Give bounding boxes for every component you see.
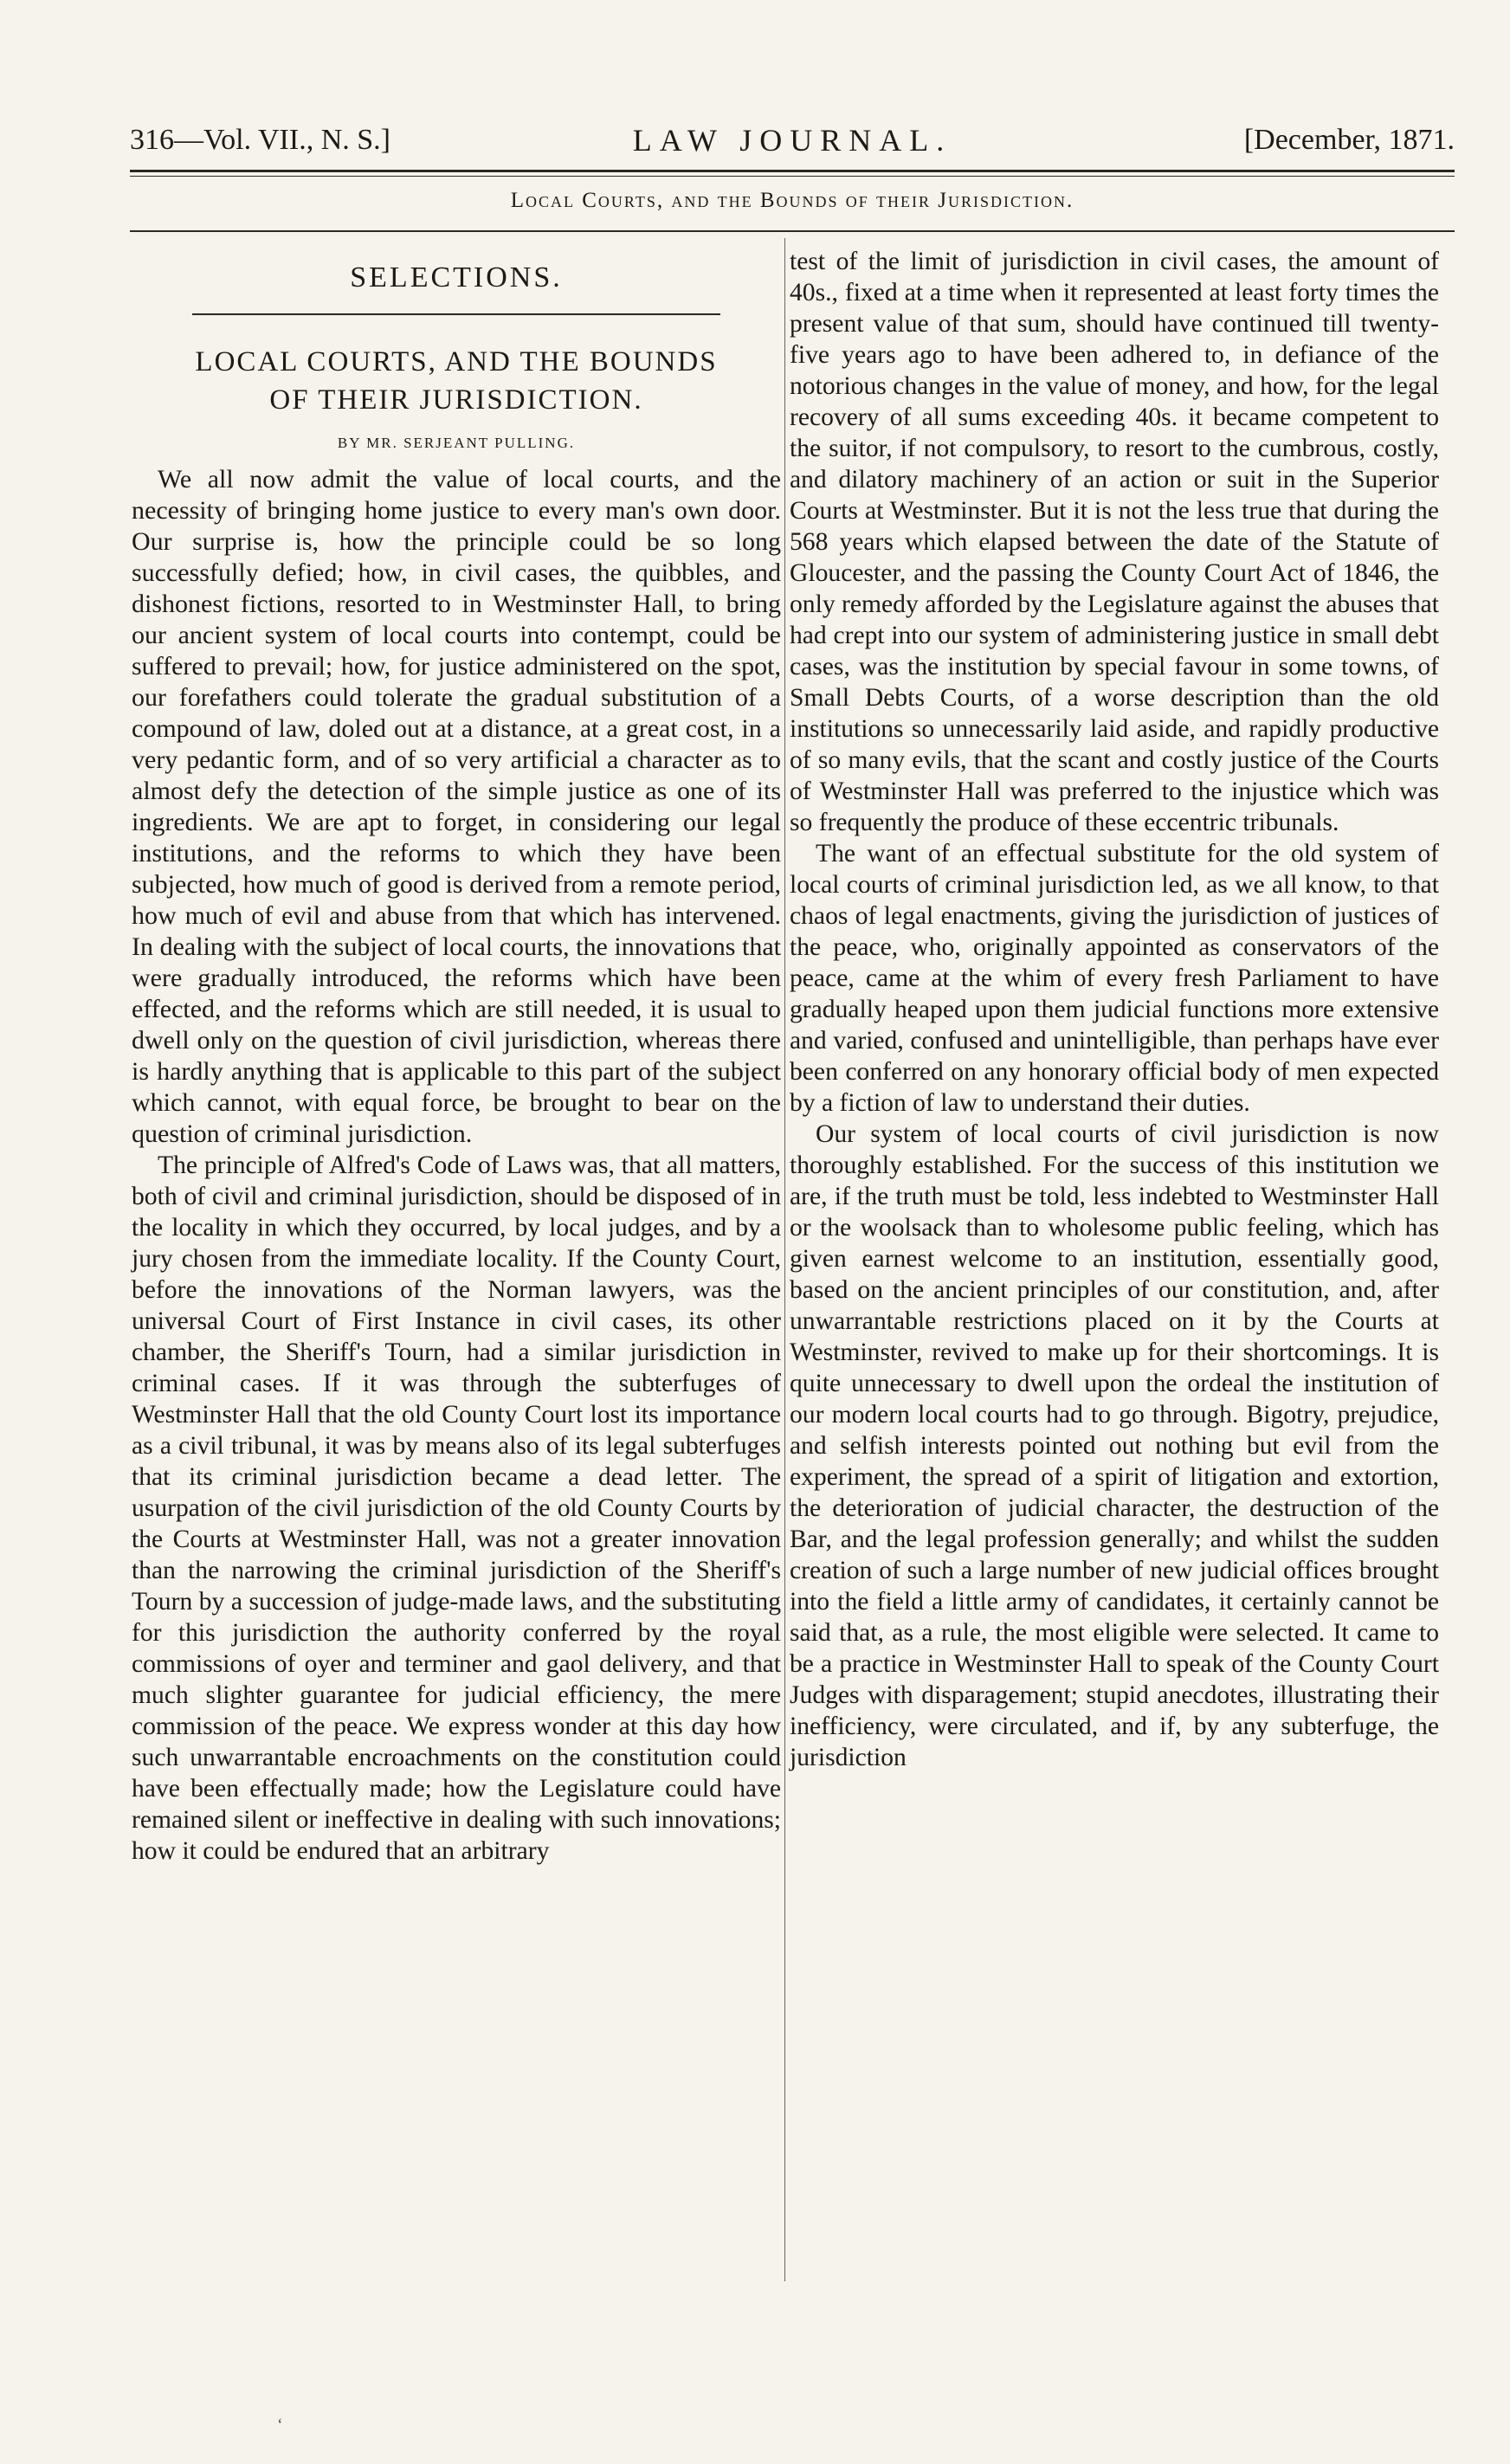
paragraph: The want of an effectual substitute for the old system of local courts of criminal jurisdiction led, as we all know, to that chaos of legal enactments, giving the jurisdiction of justices of the peace, who, originally appointed as conservators of the peace, came at the whim of every fresh Parliament to have gradually heaped upon them judicial functions more extensive and varied, confused and unintelligible, than perhaps have ever been conferred on any honorary official body of men expected by a fiction of law to understand their duties. xyxy=(790,840,1439,1117)
running-head xyxy=(130,121,1455,159)
right-column xyxy=(790,246,1439,1773)
page-number-volume: 316—Vol. VII., N. S.] xyxy=(130,124,390,156)
article-subheading: Local Courts, and the Bounds of their Jurisdiction. xyxy=(510,189,1074,212)
footer-mark: ‘ xyxy=(277,2416,283,2435)
section-rule xyxy=(192,313,720,315)
paragraph: test of the limit of jurisdiction in civil cases, the amount of 40s., fixed at a time when it represented at least forty times the present value of that sum, should have continued till twenty-five years ago to have been adhered to, in defiance of the notorious changes in the value of money, and how, for the legal recovery of all sums exceeding 40s. it became competent to the suitor, if not compulsory, to resort to the cumbrous, costly, and dilatory machinery of an action or suit in the Superior Courts at Westminster. But it is not the less true that during the 568 years which elapsed between the date of the Statute of Gloucester, and the passing the County Court Act of 1846, the only remedy afforded by the Legislature against the abuses that had crept into our system of administering justice in small debt cases, was the institution by special favour in some towns, of Small Debts Courts, of a worse description than the old institutions so unnecessarily laid aside, and rapidly productive of so many evils, that the scant and costly justice of the Courts of Westminster Hall was preferred to the injustice which was so frequently the produce of these eccentric tribunals. xyxy=(790,248,1439,836)
header-rule-thin xyxy=(130,176,1455,177)
header-rule xyxy=(130,170,1455,172)
paragraph: Our system of local courts of civil jurisdiction is now thoroughly established. For the success of this institution we are, if the truth must be told, less indebted to Westminster Hall or the woolsack than to wholesome public feeling, which has given earnest welcome to an institution, essentially good, based on the ancient principles of our constitution, and, after unwarrantable restrictions placed on it by the Courts at Westminster, revived to make up for their shortcomings. It is quite unnecessary to dwell upon the ordeal the institution of our modern local courts had to go through. Bigotry, prejudice, and selfish interests pointed out nothing but evil from the experiment, the spread of a spirit of litigation and extortion, the deterioration of judicial character, the destruction of the Bar, and the legal profession generally; and whilst the sudden creation of such a large number of new judicial offices brought into the field a little army of candidates, it certainly cannot be said that, as a rule, the most eligible were selected. It came to be a practice in Westminster Hall to speak of the County Court Judges with disparagement; stupid anecdotes, illustrating their inefficiency, were circulated, and if, by any subterfuge, the jurisdiction xyxy=(790,1120,1439,1771)
left-column xyxy=(132,248,781,1867)
article-title-line-1: LOCAL COURTS, AND THE BOUNDS xyxy=(195,346,718,377)
article-byline: BY MR. SERJEANT PULLING. xyxy=(337,435,576,451)
issue-date: [December, 1871. xyxy=(1243,124,1455,156)
journal-title: LAW JOURNAL. xyxy=(632,123,952,158)
paragraph: We all now admit the value of local courts, and the necessity of bringing home justice to every man's own door. Our surprise is, how the principle could be so long successfully defied; how, in civil cases, the quibbles, and dishonest fictions, resorted to in Westminster Hall, to bring our ancient system of local courts into contempt, could be suffered to prevail; how, for justice administered on the spot, our forefathers could tolerate the gradual substitution of a compound of law, doled out at a distance, at a great cost, in a very pedantic form, and of so very artificial a character as to almost defy the detection of the simple justice as one of its ingredients. We are apt to forget, in considering our legal institutions, and the reforms to which they have been subjected, how much of good is derived from a remote period, how much of evil and abuse from that which has intervened. In dealing with the subject of local courts, the innovations that were gradually introduced, the reforms which have been effected, and the reforms which are still needed, it is usual to dwell only on the question of civil jurisdiction, whereas there is hardly anything that is applicable to this part of the subject which cannot, with equal force, be brought to bear on the question of criminal jurisdiction. xyxy=(132,465,781,1148)
column-divider xyxy=(784,238,785,2281)
subheading-rule xyxy=(130,230,1455,232)
section-title: SELECTIONS. xyxy=(350,261,563,293)
article-title xyxy=(132,343,781,419)
paragraph: The principle of Alfred's Code of Laws was, that all matters, both of civil and criminal jurisdiction, should be disposed of in the locality in which they occurred, by local judges, and by a jury chosen from the immediate locality. If the County Court, before the innovations of the Norman lawyers, was the universal Court of First Instance in civil cases, its other chamber, the Sheriff's Tourn, had a similar jurisdiction in criminal cases. If it was through the subterfuges of Westminster Hall that the old County Court lost its importance as a civil tribunal, it was by means also of its legal subterfuges that its criminal jurisdiction became a dead letter. The usurpation of the civil jurisdiction of the old County Courts by the Courts at Westminster Hall, was not a greater innovation than the narrowing the criminal jurisdiction of the Sheriff's Tourn by a succession of judge-made laws, and the substituting for this jurisdiction the authority conferred by the royal commissions of oyer and terminer and gaol delivery, and that much slighter guarantee for judicial efficiency, the mere commission of the peace. We express wonder at this day how such unwarrantable encroachments on the constitution could have been effectually made; how the Legislature could have remained silent or ineffective in dealing with such innovations; how it could be endured that an arbitrary xyxy=(132,1151,781,1865)
article-title-line-2: OF THEIR JURISDICTION. xyxy=(269,384,643,416)
